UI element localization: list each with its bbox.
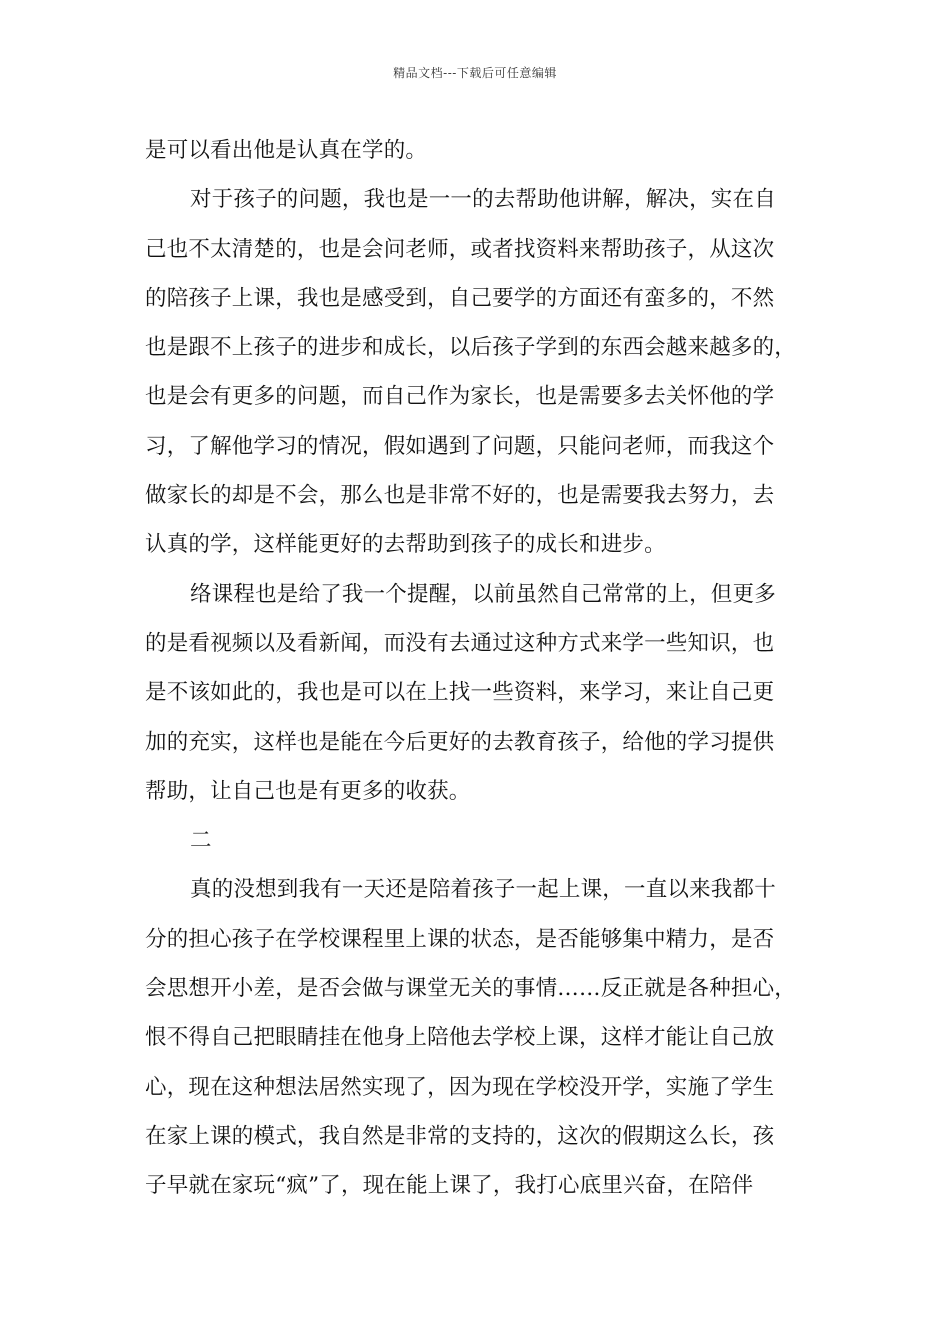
text-line: 认真的学，这样能更好的去帮助到孩子的成长和进步。 xyxy=(145,532,666,558)
text-line: 会思想开小差，是否会做与课堂无关的事情……反正就是各种担心， xyxy=(145,976,797,1002)
text-line: 的陪孩子上课，我也是感受到，自己要学的方面还有蛮多的，不然 xyxy=(145,285,775,311)
text-line: 真的没想到我有一天还是陪着孩子一起上课，一直以来我都十 xyxy=(190,877,776,903)
text-line: 的是看视频以及看新闻，而没有去通过这种方式来学一些知识，也 xyxy=(145,630,775,656)
text-line: 己也不太清楚的，也是会问老师，或者找资料来帮助孩子，从这次 xyxy=(145,236,775,262)
text-line: 也是会有更多的问题，而自己作为家长，也是需要多去关怀他的学 xyxy=(145,384,775,410)
text-line: 帮助，让自己也是有更多的收获。 xyxy=(145,778,471,804)
document-body xyxy=(145,126,813,1211)
text-line: 在家上课的模式，我自然是非常的支持的，这次的假期这么长，孩 xyxy=(145,1123,775,1149)
text-line: 是可以看出他是认真在学的。 xyxy=(145,138,428,163)
text-line: 二 xyxy=(190,828,212,854)
text-line: 分的担心孩子在学校课程里上课的状态，是否能够集中精力，是否 xyxy=(145,926,775,952)
text-line: 子早就在家玩“疯”了，现在能上课了，我打心底里兴奋，在陪伴 xyxy=(145,1173,754,1199)
text-line: 是不该如此的，我也是可以在上找一些资料，来学习，来让自己更 xyxy=(145,680,775,706)
text-line: 加的充实，这样也是能在今后更好的去教育孩子，给他的学习提供 xyxy=(145,729,775,755)
text-line: 心，现在这种想法居然实现了，因为现在学校没开学，实施了学生 xyxy=(145,1074,775,1100)
text-line: 对于孩子的问题，我也是一一的去帮助他讲解，解决，实在自 xyxy=(190,187,776,213)
text-line: 络课程也是给了我一个提醒，以前虽然自己常常的上，但更多 xyxy=(190,581,776,607)
text-line: 做家长的却是不会，那么也是非常不好的，也是需要我去努力，去 xyxy=(145,483,775,509)
text-line: 习，了解他学习的情况，假如遇到了问题，只能问老师，而我这个 xyxy=(145,433,775,459)
text-line: 也是跟不上孩子的进步和成长，以后孩子学到的东西会越来越多的， xyxy=(145,335,797,361)
text-line: 恨不得自己把眼睛挂在他身上陪他去学校上课，这样才能让自己放 xyxy=(145,1025,775,1051)
page-header: 精品文档---下载后可任意编辑 xyxy=(393,66,557,80)
